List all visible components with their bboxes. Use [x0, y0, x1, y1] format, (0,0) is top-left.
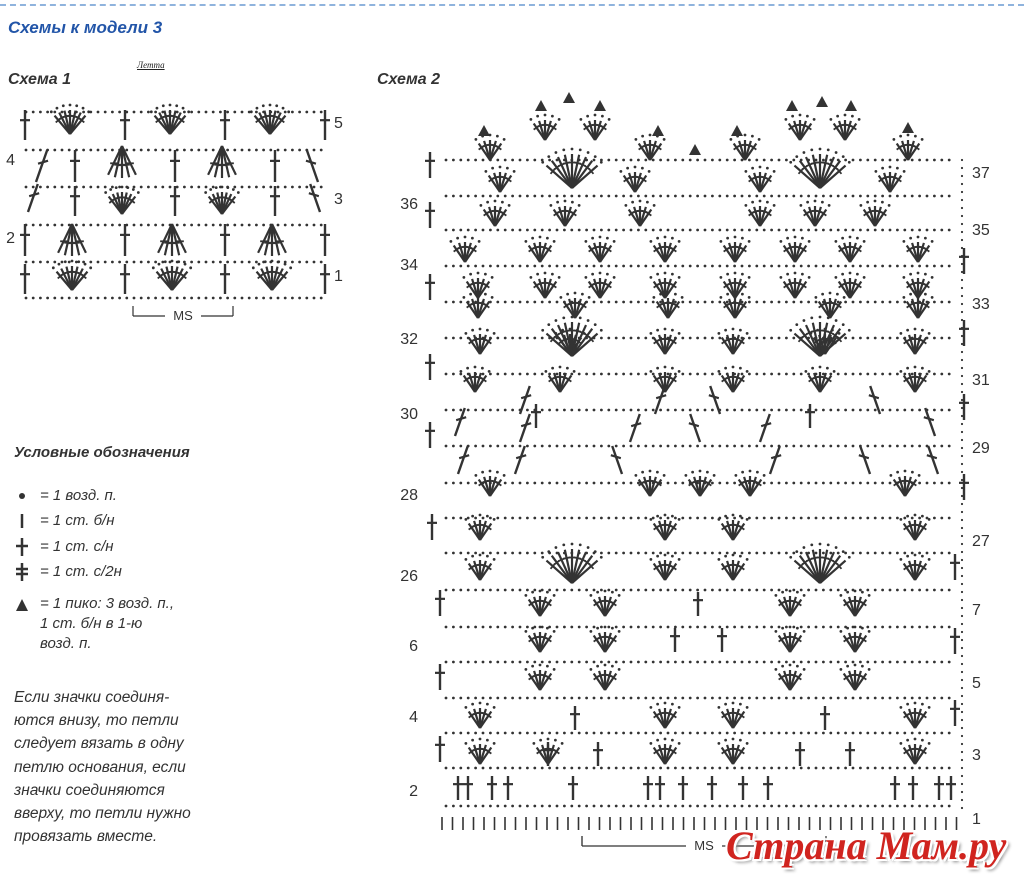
- scheme2-row-label-30: 30: [400, 406, 418, 423]
- tilted-stitch: [770, 446, 781, 474]
- shell-fan: [464, 554, 495, 580]
- shell-fan: [474, 134, 505, 160]
- shell-fan: [544, 366, 575, 392]
- scheme2-row-label-35: 35: [972, 222, 990, 239]
- picot-mark: [902, 122, 914, 133]
- shell-fan: [464, 738, 495, 764]
- page-title: Схемы к модели 3: [8, 18, 163, 37]
- stitch-symbol: [845, 742, 855, 766]
- stitch-symbol: [908, 776, 918, 800]
- scheme2-title: Схема 2: [377, 71, 441, 88]
- shell-fan: [719, 236, 750, 262]
- shell-fan: [649, 738, 680, 764]
- stitch-symbol: [435, 736, 445, 762]
- shell-fan: [874, 166, 905, 192]
- chain-row: [445, 661, 951, 664]
- scheme2-row-label-2: 2: [409, 783, 418, 800]
- scheme2-row-label-28: 28: [400, 487, 418, 504]
- stitch-symbol: [950, 628, 960, 654]
- scheme1-row-label-4: 4: [6, 152, 15, 169]
- scheme2-row-label-7: 7: [972, 602, 981, 619]
- stitch-symbol: [693, 592, 703, 616]
- shell-fan: [779, 236, 810, 262]
- stitch-symbol: [120, 264, 130, 294]
- double-crochet-icon: [14, 537, 40, 557]
- shell-fan: [902, 236, 933, 262]
- shell-fan: [464, 702, 495, 728]
- stitch-symbol: [20, 264, 30, 294]
- chain-row: [25, 149, 323, 152]
- stitch-symbol: [959, 394, 969, 420]
- shell-fan: [524, 626, 555, 652]
- shell-fan: [589, 626, 620, 652]
- scheme2-row-label-6: 6: [409, 638, 418, 655]
- shell-fan: [541, 543, 602, 583]
- shell-fan: [779, 272, 810, 298]
- chain-row: [445, 301, 951, 304]
- stitch-symbol: [427, 514, 437, 540]
- shell-fan: [150, 104, 190, 134]
- chain-row: [445, 589, 951, 592]
- shell-fan: [774, 664, 805, 690]
- stitch-symbol: [503, 776, 513, 800]
- stitch-symbol: [655, 776, 665, 800]
- stitch-symbol: [220, 110, 230, 140]
- stitch-symbol: [570, 706, 580, 730]
- stitch-symbol: [20, 110, 30, 140]
- single-crochet-icon: [14, 511, 40, 531]
- picot-mark: [652, 125, 664, 136]
- site-logo: Страна Мам.ру: [726, 823, 1007, 868]
- stitch-symbol: [220, 224, 230, 256]
- shell-fan: [892, 134, 923, 160]
- stitch-symbol: [795, 742, 805, 766]
- shell-fan: [804, 366, 835, 392]
- tilted-stitch: [458, 446, 469, 474]
- stitch-symbol: [738, 776, 748, 800]
- shell-fan: [899, 702, 930, 728]
- chain-row: [445, 517, 951, 520]
- picot-mark: [786, 100, 798, 111]
- legend-item-single-crochet: = 1 ст. б/н: [14, 511, 114, 531]
- shell-fan: [624, 200, 655, 226]
- shell-fan: [717, 738, 748, 764]
- tilted-stitch: [630, 414, 641, 442]
- shell-fan: [744, 166, 775, 192]
- legend-item-half-double: = 1 ст. с/2н: [14, 562, 122, 582]
- shell-fan: [464, 328, 495, 354]
- shell-fan: [484, 166, 515, 192]
- scheme2-row-label-5: 5: [972, 675, 981, 692]
- stitch-symbol: [820, 706, 830, 730]
- shell-fan: [839, 590, 870, 616]
- shell-fan: [729, 134, 760, 160]
- shell-fan: [834, 236, 865, 262]
- picot-icon: [14, 594, 40, 614]
- shell-fan: [541, 316, 602, 356]
- chain-row: [445, 626, 951, 629]
- stitch-symbol: [463, 776, 473, 800]
- shell-fan: [250, 104, 290, 134]
- cluster-fan: [258, 224, 286, 256]
- shell-fan: [462, 272, 493, 298]
- picot-mark: [478, 125, 490, 136]
- tilted-stitch: [611, 446, 622, 474]
- chain-row: [445, 552, 951, 555]
- stitch-symbol: [120, 110, 130, 140]
- chain-row: [445, 805, 951, 808]
- picot-mark: [563, 92, 575, 103]
- stitch-symbol: [70, 186, 80, 216]
- shell-fan: [834, 272, 865, 298]
- picot-mark: [689, 144, 701, 155]
- shell-fan: [649, 554, 680, 580]
- stitch-symbol: [425, 422, 435, 448]
- tilted-stitch: [689, 414, 700, 442]
- tilted-stitch: [924, 408, 935, 436]
- shell-fan: [799, 200, 830, 226]
- shell-fan: [717, 702, 748, 728]
- tilted-stitch: [859, 446, 870, 474]
- stitch-symbol: [320, 224, 330, 256]
- stitch-symbol: [950, 700, 960, 726]
- chain-row: [445, 265, 951, 268]
- stitch-symbol: [568, 776, 578, 800]
- shell-fan: [649, 236, 680, 262]
- stitch-symbol: [934, 776, 944, 800]
- stitch-symbol: [425, 354, 435, 380]
- chain-row: [445, 697, 951, 700]
- tilted-stitch: [709, 386, 720, 414]
- shell-fan: [829, 114, 860, 140]
- shell-fan: [649, 328, 680, 354]
- shell-fan: [541, 148, 602, 188]
- picot-mark: [535, 100, 547, 111]
- shell-fan: [252, 260, 292, 290]
- stitch-symbol: [717, 628, 727, 652]
- shell-fan: [524, 236, 555, 262]
- picot-mark: [594, 100, 606, 111]
- scheme2-row-label-27: 27: [972, 533, 990, 550]
- shell-fan: [889, 470, 920, 496]
- shell-fan: [774, 590, 805, 616]
- shell-fan: [589, 664, 620, 690]
- stitch-symbol: [270, 150, 280, 182]
- stitch-symbol: [170, 150, 180, 182]
- chain-row: [445, 482, 951, 485]
- repeat-label: MS: [694, 838, 714, 853]
- tilted-stitch: [760, 414, 771, 442]
- cluster-fan: [158, 224, 186, 256]
- shell-fan: [734, 470, 765, 496]
- stitch-symbol: [707, 776, 717, 800]
- picot-mark: [816, 96, 828, 107]
- shell-fan: [899, 738, 930, 764]
- tilted-stitch: [36, 150, 48, 182]
- shell-fan: [479, 200, 510, 226]
- tilted-stitch: [520, 386, 531, 414]
- scheme2-row-label-34: 34: [400, 257, 418, 274]
- scheme2-diagram: [425, 92, 969, 853]
- scheme2-row-label-31: 31: [972, 372, 990, 389]
- scheme2-row-label-37: 37: [972, 165, 990, 182]
- stitch-symbol: [805, 404, 815, 428]
- stitch-symbol: [593, 742, 603, 766]
- shell-fan: [449, 236, 480, 262]
- stitch-symbol: [425, 202, 435, 228]
- chain-row: [25, 186, 323, 189]
- shell-fan: [459, 366, 490, 392]
- shell-fan: [839, 626, 870, 652]
- legend-item-chain: = 1 возд. п.: [14, 486, 117, 506]
- chain-row: [445, 445, 951, 448]
- stitch-symbol: [950, 554, 960, 580]
- chain-row: [445, 159, 951, 162]
- scheme1-row-label-3: 3: [334, 191, 343, 208]
- shell-fan: [549, 200, 580, 226]
- shell-fan: [52, 260, 92, 290]
- stitch-symbol: [70, 150, 80, 182]
- shell-fan: [50, 104, 90, 134]
- picot-mark: [731, 125, 743, 136]
- chain-row: [445, 229, 951, 232]
- scheme2-row-label-32: 32: [400, 331, 418, 348]
- scheme1-row-label-2: 2: [6, 230, 15, 247]
- shell-fan: [559, 292, 590, 318]
- stitch-symbol: [270, 186, 280, 216]
- shell-fan: [474, 470, 505, 496]
- tilted-stitch: [520, 414, 531, 442]
- shell-fan: [524, 590, 555, 616]
- picot-mark: [845, 100, 857, 111]
- shell-fan: [774, 626, 805, 652]
- shell-fan: [589, 590, 620, 616]
- stitch-symbol: [670, 628, 680, 652]
- stitch-symbol: [425, 274, 435, 300]
- stitch-symbol: [435, 664, 445, 690]
- shell-fan: [899, 328, 930, 354]
- chain-row: [445, 767, 951, 770]
- shell-fan: [717, 554, 748, 580]
- stitch-symbol: [320, 264, 330, 294]
- shell-fan: [717, 366, 748, 392]
- shell-fan: [524, 664, 555, 690]
- stitch-symbol: [487, 776, 497, 800]
- stitch-symbol: [946, 776, 956, 800]
- shell-fan: [619, 166, 650, 192]
- shell-fan: [719, 272, 750, 298]
- shell-fan: [717, 514, 748, 540]
- shell-fan: [899, 366, 930, 392]
- shell-fan: [859, 200, 890, 226]
- stitch-symbol: [220, 264, 230, 294]
- stitch-symbol: [643, 776, 653, 800]
- shell-fan: [529, 114, 560, 140]
- scheme2-row-label-29: 29: [972, 440, 990, 457]
- shell-fan: [634, 134, 665, 160]
- scheme1-row-label-1: 1: [334, 268, 343, 285]
- chain-row: [445, 337, 951, 340]
- scheme2-row-label-3: 3: [972, 747, 981, 764]
- stitch-symbol: [170, 186, 180, 216]
- stitch-symbol: [453, 776, 463, 800]
- legend-item-picot: = 1 пико: 3 возд. п., 1 ст. б/н в 1-ю возд. п.: [14, 594, 174, 654]
- scheme2-row-label-4: 4: [409, 709, 418, 726]
- shell-fan: [152, 260, 192, 290]
- chain-row: [445, 195, 951, 198]
- shell-fan: [789, 148, 850, 188]
- shell-fan: [584, 236, 615, 262]
- tilted-stitch: [515, 446, 526, 474]
- shell-fan: [789, 316, 850, 356]
- scheme1-title: Схема 1: [8, 71, 72, 88]
- tilted-stitch: [306, 150, 318, 182]
- scheme2-row-label-36: 36: [400, 196, 418, 213]
- chain-row: [445, 732, 951, 735]
- stitch-symbol: [320, 110, 330, 140]
- scheme1-diagram: [20, 104, 330, 323]
- stitch-symbol: [763, 776, 773, 800]
- legend-item-double-crochet: = 1 ст. с/н: [14, 537, 114, 557]
- shell-fan: [744, 200, 775, 226]
- chain-row: [25, 297, 323, 300]
- half-double-crochet-icon: [14, 562, 40, 582]
- stitch-symbol: [20, 224, 30, 256]
- stitch-symbol: [435, 590, 445, 616]
- stitch-symbol: [120, 224, 130, 256]
- shell-fan: [532, 738, 563, 764]
- scheme2-row-label-33: 33: [972, 296, 990, 313]
- joining-note: Если значки соединя- ются внизу, то петли следует вязать в одну петлю основания, если значки соединяются вверху, то петли нужно провязать вместе.: [14, 689, 191, 846]
- stitch-symbol: [959, 474, 969, 500]
- shell-fan: [649, 702, 680, 728]
- stitch-symbol: [425, 152, 435, 178]
- scheme2-row-label-26: 26: [400, 568, 418, 585]
- stitch-symbol: [959, 320, 969, 346]
- shell-fan: [902, 272, 933, 298]
- stitch-symbol: [959, 248, 969, 274]
- shell-fan: [579, 114, 610, 140]
- shell-fan: [204, 186, 239, 214]
- chain-row: [445, 373, 951, 376]
- right-guide-dots: [961, 159, 963, 809]
- tilted-stitch: [455, 408, 466, 436]
- dot-icon: [14, 486, 40, 506]
- cluster-fan: [58, 224, 86, 256]
- stitch-symbol: [890, 776, 900, 800]
- tilted-stitch: [927, 446, 938, 474]
- scheme1-repeat-bracket: [133, 306, 233, 323]
- shell-fan: [784, 114, 815, 140]
- author-watermark: Летта: [137, 60, 165, 70]
- scheme1-row-label-5: 5: [334, 115, 343, 132]
- shell-fan: [584, 272, 615, 298]
- shell-fan: [789, 543, 850, 583]
- scheme2-row-label-1: 1: [972, 811, 981, 828]
- shell-fan: [529, 272, 560, 298]
- shell-fan: [839, 664, 870, 690]
- repeat-label: MS: [173, 308, 193, 323]
- shell-fan: [814, 292, 845, 318]
- shell-fan: [717, 328, 748, 354]
- shell-fan: [104, 186, 139, 214]
- stitch-symbol: [678, 776, 688, 800]
- shell-fan: [899, 554, 930, 580]
- legend-title: Условные обозначения: [14, 444, 190, 461]
- stitch-symbol: [531, 404, 541, 428]
